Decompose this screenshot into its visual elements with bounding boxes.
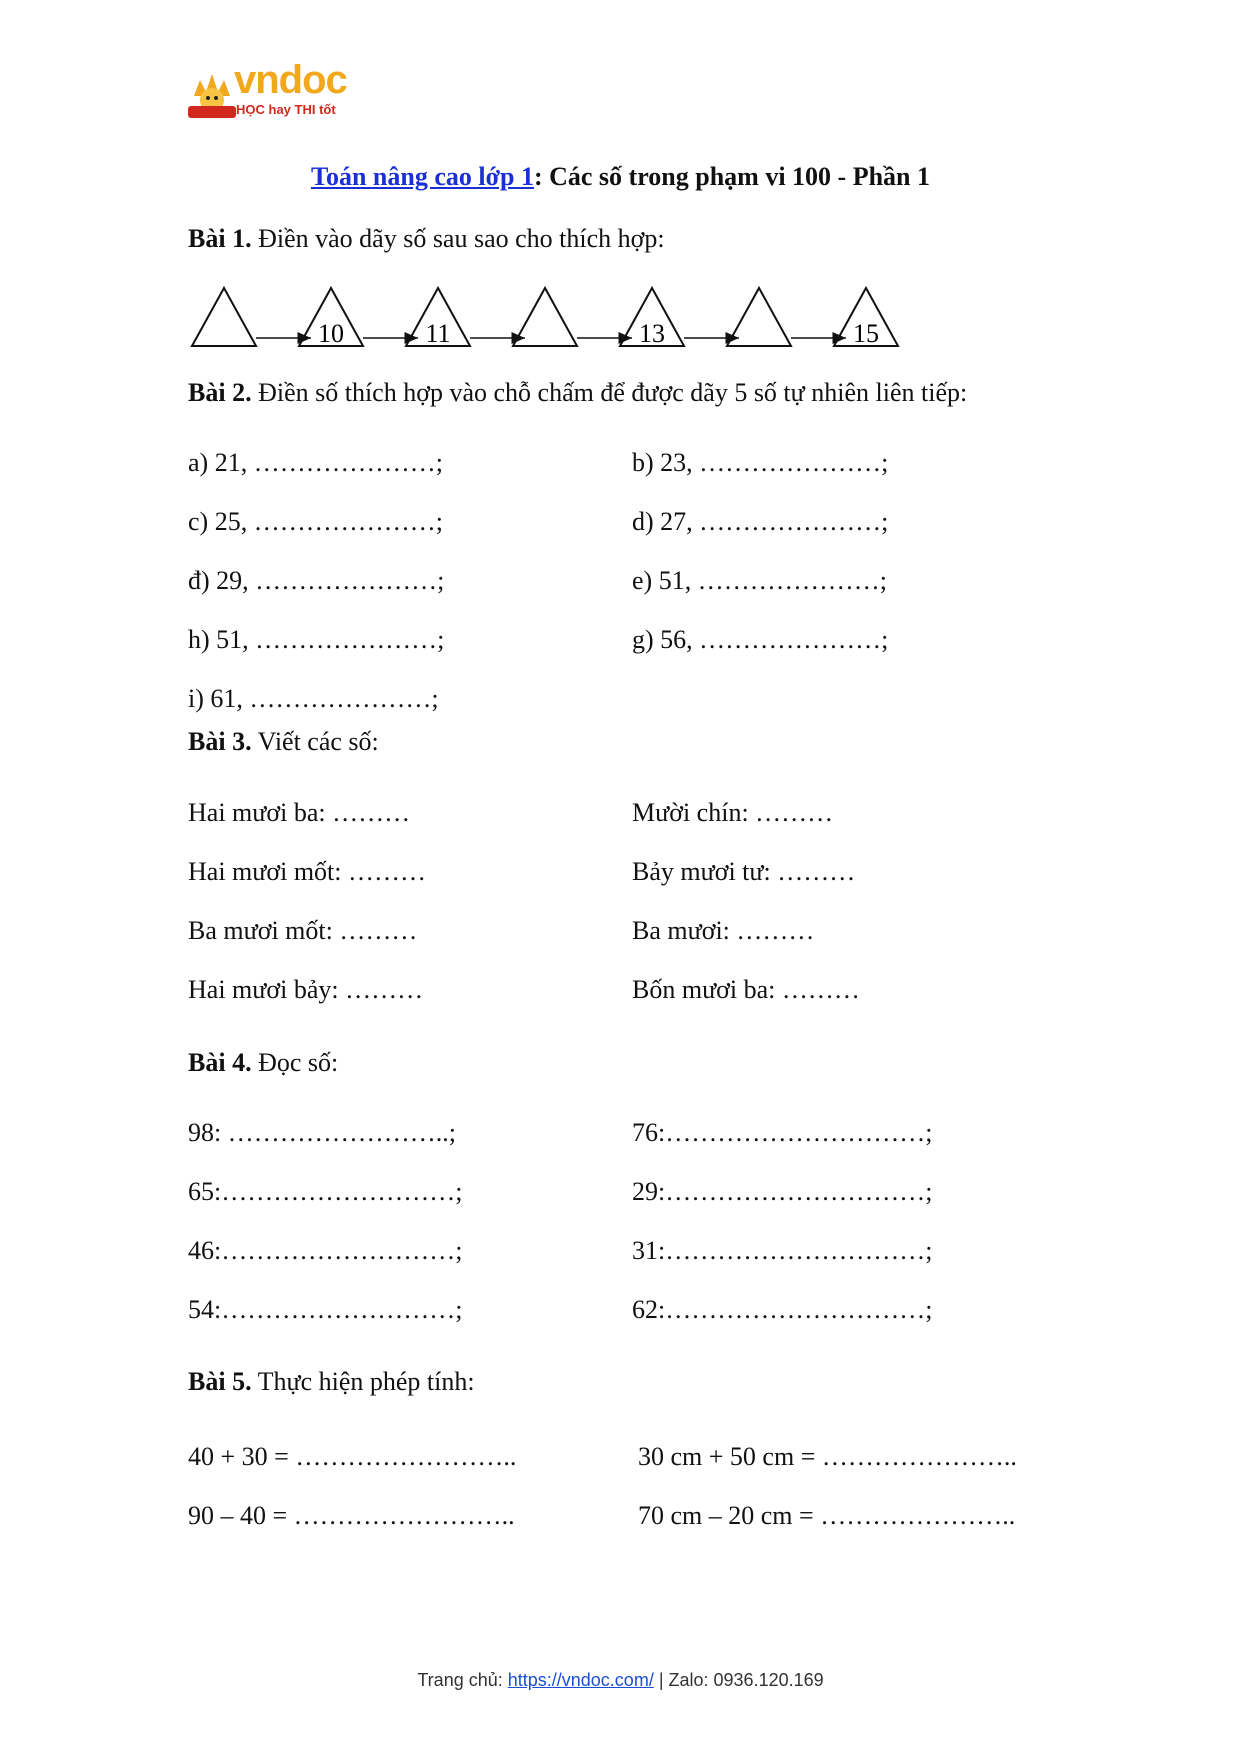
bai3-item-4: Bảy mươi tư: ……… [632, 857, 856, 886]
bai1-heading: Bài 1. Điền vào dãy số sau sao cho thích hợp: [188, 224, 665, 253]
bai4-item-29: 29:…………………………; [632, 1177, 933, 1206]
bai3-item-3: Hai mươi mốt: ……… [188, 857, 426, 886]
bai4-item-31: 31:…………………………; [632, 1236, 933, 1265]
bai2-item-h: h) 51, …………………; [188, 625, 445, 654]
bai3-item-2: Mười chín: ……… [632, 798, 834, 827]
sequence-number: 15 [853, 319, 879, 348]
bai3-item-5: Ba mươi mốt: ……… [188, 916, 418, 945]
sequence-number: 13 [639, 319, 665, 348]
bai2-item-b: b) 23, …………………; [632, 448, 889, 477]
bai5-item-2: 30 cm + 50 cm = ………………….. [638, 1442, 1017, 1471]
bai4-item-76: 76:…………………………; [632, 1118, 933, 1147]
bai4-item-62: 62:…………………………; [632, 1295, 933, 1324]
page-title [0, 162, 1241, 192]
logo-slogan: HỌC hay THI tốt [236, 102, 336, 117]
page-footer: Trang chủ: https://vndoc.com/ | Zalo: 0936.120.169 [417, 1670, 824, 1690]
bai2-item-d: d) 27, …………………; [632, 507, 889, 536]
number-sequence-diagram [188, 284, 908, 350]
bai4-item-54: 54:………………………; [188, 1295, 463, 1324]
title-link[interactable]: Toán nâng cao lớp 1 [310, 162, 534, 191]
bai5-heading: Bài 5. Thực hiện phép tính: [188, 1367, 475, 1396]
bai2-item-a: a) 21, …………………; [188, 448, 443, 477]
bai5-item-4: 70 cm – 20 cm = ………………….. [638, 1501, 1016, 1530]
bai2-item-c: c) 25, …………………; [188, 507, 443, 536]
bai4-heading: Bài 4. Đọc số: [188, 1048, 339, 1077]
title-rest: : Các số trong phạm vi 100 - Phần 1 [533, 162, 930, 191]
bai4-item-98: 98: ……………………..; [188, 1118, 456, 1147]
bai3-item-6: Ba mươi: ……… [632, 916, 815, 945]
bai4-item-65: 65:………………………; [188, 1177, 463, 1206]
bai3-item-7: Hai mươi bảy: ……… [188, 975, 424, 1004]
bai2-heading: Bài 2. Điền số thích hợp vào chỗ chấm để được dãy 5 số tự nhiên liên tiếp: [188, 378, 968, 407]
bai3-item-1: Hai mươi ba: ……… [188, 798, 411, 827]
sequence-number: 10 [318, 319, 344, 348]
bai2-item-e: e) 51, …………………; [632, 566, 887, 595]
bai3-item-8: Bốn mươi ba: ……… [632, 975, 860, 1004]
bai4-item-46: 46:………………………; [188, 1236, 463, 1265]
bai2-item-i: i) 61, …………………; [188, 684, 439, 713]
footer-home-link[interactable]: https://vndoc.com/ [507, 1670, 654, 1690]
bai2-item-dd: đ) 29, …………………; [188, 566, 445, 595]
bai3-heading: Bài 3. Viết các số: [188, 727, 379, 756]
logo-wordmark: vndoc [234, 58, 347, 102]
sequence-number: 11 [425, 319, 451, 348]
bai5-item-1: 40 + 30 = …………………….. [188, 1442, 517, 1471]
bai2-item-g: g) 56, …………………; [632, 625, 889, 654]
bai5-item-3: 90 – 40 = …………………….. [188, 1501, 515, 1530]
sequence-triangle [192, 288, 256, 346]
